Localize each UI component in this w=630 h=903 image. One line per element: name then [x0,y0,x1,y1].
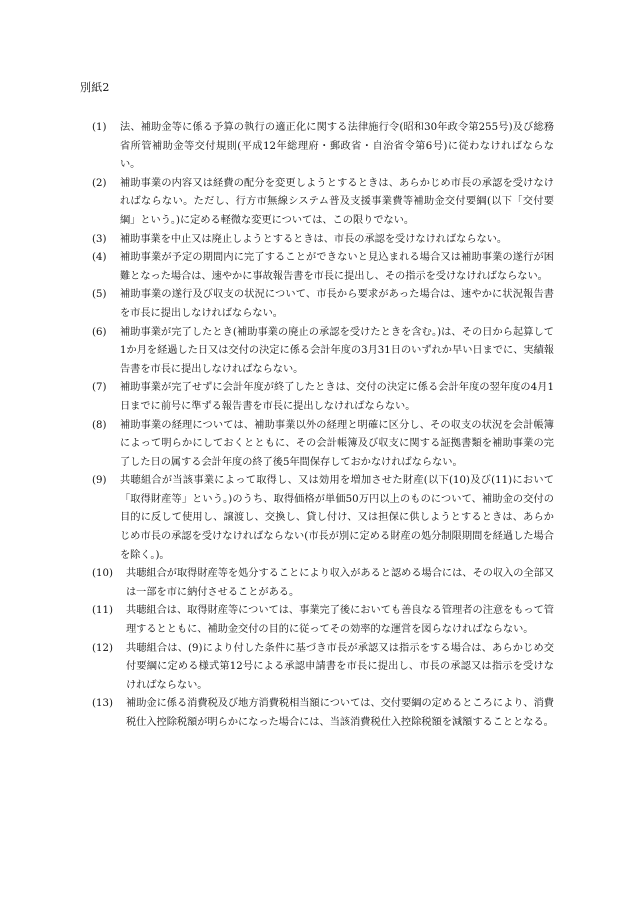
clause-11 [92,602,554,639]
clause-2 [92,175,554,231]
clause-text: 補助事業の遂行及び収支の状況について、市長から要求があった場合は、速やかに状況報告書を市長に提出しなければならない。 [120,289,554,319]
clause-6 [92,324,554,380]
clause-number: (13) [92,698,113,710]
clause-13 [92,695,554,732]
attachment-label: 別紙2 [80,81,110,94]
clause-1 [92,119,554,175]
clause-list [92,119,554,733]
clause-4 [92,249,554,286]
clause-8 [92,417,554,473]
clause-number: (10) [92,568,113,580]
clause-text: 共聴組合は、取得財産等については、事業完了後においても善良なる管理者の注意をもって管理するとともに、補助金交付の目的に従ってその効率的な運営を図らなければならない。 [126,605,554,636]
clause-text: 補助事業の経理については、補助事業以外の経理と明確に区分し、その収支の状況を会計帳簿によって明らかにしておくとともに、その会計帳簿及び収支に関する証拠書類を補助事業の完了した日の属する会計年度の終了後5年間保存しておかなければならない。 [120,419,554,468]
clause-9 [92,472,554,565]
clause-7 [92,379,554,416]
clause-text: 補助事業の内容又は経費の配分を変更しようとするときは、あらかじめ市長の承認を受けなければならない。ただし、行方市無線システム普及支援事業費等補助金交付要綱(以下「交付要綱」という。)に定める軽微な変更については、この限りでない。 [120,177,554,226]
clause-12 [92,640,554,696]
clause-number: (11) [92,605,113,617]
clause-number: (6) [92,326,107,338]
clause-number: (1) [92,122,107,133]
clause-number: (3) [92,233,107,245]
clause-number: (4) [92,252,107,264]
clause-10 [92,565,554,602]
clause-text: 補助事業が完了したとき(補助事業の廃止の承認を受けたときを含む。)は、その日から起算して1か月を経過した日又は交付の決定に係る会計年度の3月31日のいずれか早い日までに、実績報告書を市長に提出しなければならない。 [120,326,554,375]
clause-text: 法、補助金等に係る予算の執行の適正化に関する法律施行令(昭和30年政令第255号)及び総務省所管補助金等交付規則(平成12年総理府・郵政省・自治省令第6号)に従わなければならない。 [120,122,554,171]
clause-number: (5) [92,289,107,301]
clause-5 [92,286,554,323]
clause-text: 共聴組合は、(9)により付した条件に基づき市長が承認又は指示をする場合は、あらかじめ交付要綱に定める様式第12号による承認申請書を市長に提出し、市長の承認又は指示を受けなければならない。 [126,642,554,691]
clause-text: 共聴組合が当該事業によって取得し、又は効用を増加させた財産(以下(10)及び(11)において「取得財産等」という。)のうち、取得価格が単価50万円以上のものについて、補助金の交付の目的に反して使用し、譲渡し、交換し、貸し付け、又は担保に供しようとするときは、あらかじめ市長の承認を受けなければならない(市長が別に定める財産の処分制限期間を経過した場合を除く。)。 [120,475,554,561]
clause-number: (9) [92,475,107,487]
clause-number: (2) [92,177,107,189]
clause-text: 補助金に係る消費税及び地方消費税相当額については、交付要綱の定めるところにより、消費税仕入控除税額が明らかになった場合には、当該消費税仕入控除税額を減額することとなる。 [126,698,554,728]
clause-number: (8) [92,419,107,431]
clause-text: 共聴組合が取得財産等を処分することにより収入があると認める場合には、その収入の全部又は一部を市に納付させることがある。 [126,568,554,598]
clause-text: 補助事業が完了せずに会計年度が終了したときは、交付の決定に係る会計年度の翌年度の4月1日までに前号に準ずる報告書を市長に提出しなければならない。 [120,382,554,412]
clause-text: 補助事業が予定の期間内に完了することができないと見込まれる場合又は補助事業の遂行が困難となった場合は、速やかに事故報告書を市長に提出し、その指示を受けなければならない。 [120,252,554,282]
clause-number: (7) [92,382,107,394]
clause-text: 補助事業を中止又は廃止しようとするときは、市長の承認を受けなければならない。 [120,233,508,245]
clause-3 [92,231,554,250]
clause-number: (12) [92,642,113,654]
